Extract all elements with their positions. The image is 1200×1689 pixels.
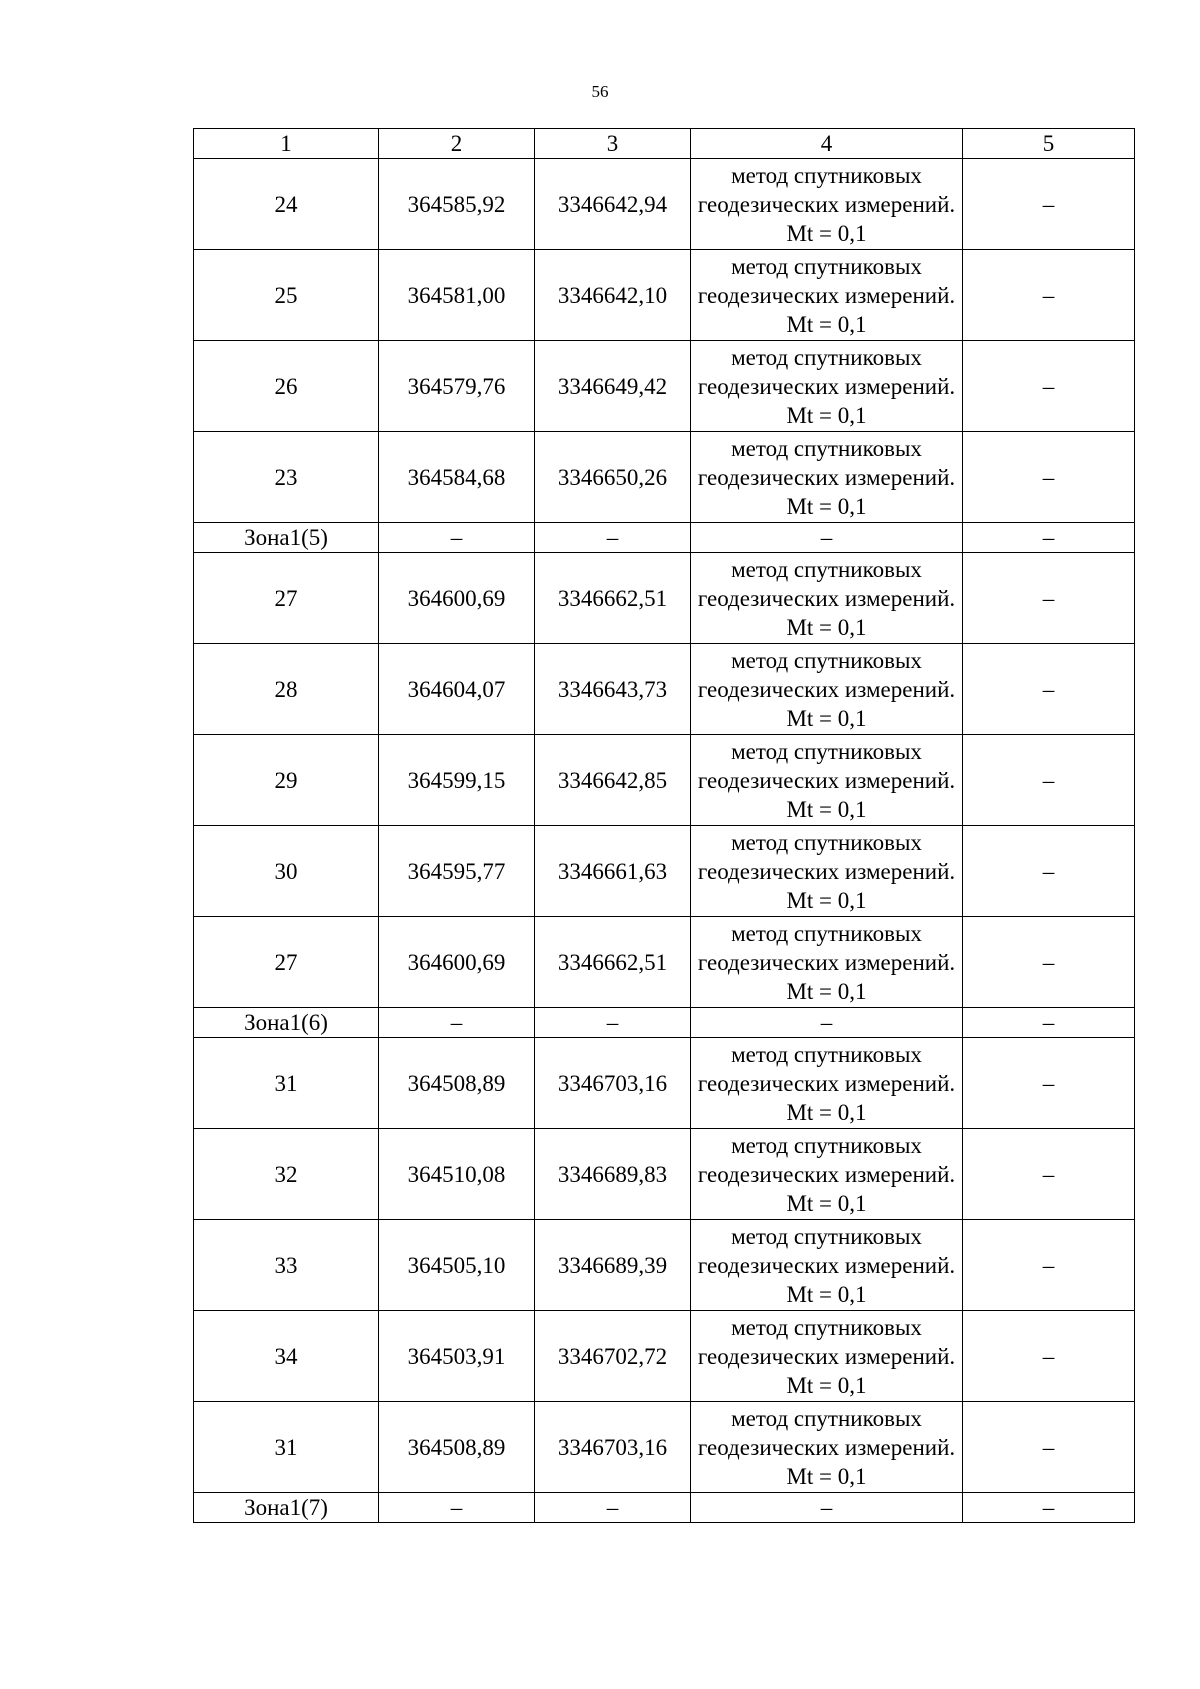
x-coordinate-cell: 364585,92 [379, 159, 535, 250]
table-row [194, 1129, 1135, 1220]
method-cell: – [691, 523, 963, 553]
point-id-cell: Зона1(7) [194, 1493, 379, 1523]
x-coordinate-cell: – [379, 1008, 535, 1038]
point-id-cell: 27 [194, 553, 379, 644]
note-cell: – [963, 735, 1135, 826]
method-cell: – [691, 1493, 963, 1523]
y-coordinate-cell: 3346650,26 [535, 432, 691, 523]
y-coordinate-cell: 3346703,16 [535, 1402, 691, 1493]
y-coordinate-cell: 3346703,16 [535, 1038, 691, 1129]
y-coordinate-cell: – [535, 523, 691, 553]
method-cell [691, 553, 963, 644]
point-id-cell: 25 [194, 250, 379, 341]
method-text: метод спутниковых геодезических измерений. Mt = 0,1 [697, 920, 956, 1004]
method-text: метод спутниковых геодезических измерений. Mt = 0,1 [697, 738, 956, 822]
method-cell [691, 644, 963, 735]
note-cell: – [963, 917, 1135, 1008]
method-text: метод спутниковых геодезических измерений. Mt = 0,1 [697, 435, 956, 519]
x-coordinate-cell: 364503,91 [379, 1311, 535, 1402]
method-text: метод спутниковых геодезических измерений. Mt = 0,1 [697, 1041, 956, 1125]
note-cell: – [963, 1129, 1135, 1220]
table-body [194, 159, 1135, 1523]
point-id-cell: 31 [194, 1038, 379, 1129]
column-header: 5 [963, 129, 1135, 159]
table-row [194, 159, 1135, 250]
x-coordinate-cell: 364599,15 [379, 735, 535, 826]
note-cell: – [963, 644, 1135, 735]
point-id-cell: 31 [194, 1402, 379, 1493]
method-cell [691, 917, 963, 1008]
method-cell [691, 432, 963, 523]
point-id-cell: Зона1(5) [194, 523, 379, 553]
y-coordinate-cell: 3346643,73 [535, 644, 691, 735]
y-coordinate-cell: – [535, 1008, 691, 1038]
y-coordinate-cell: 3346689,83 [535, 1129, 691, 1220]
column-header: 4 [691, 129, 963, 159]
method-text: метод спутниковых геодезических измерений. Mt = 0,1 [697, 556, 956, 640]
x-coordinate-cell: 364604,07 [379, 644, 535, 735]
note-cell: – [963, 432, 1135, 523]
method-cell [691, 735, 963, 826]
method-text: метод спутниковых геодезических измерений. Mt = 0,1 [697, 253, 956, 337]
x-coordinate-cell: 364584,68 [379, 432, 535, 523]
point-id-cell: 30 [194, 826, 379, 917]
note-cell: – [963, 1220, 1135, 1311]
note-cell: – [963, 341, 1135, 432]
method-text: метод спутниковых геодезических измерений. Mt = 0,1 [697, 647, 956, 731]
method-cell [691, 250, 963, 341]
x-coordinate-cell: – [379, 1493, 535, 1523]
method-cell [691, 1402, 963, 1493]
column-header: 2 [379, 129, 535, 159]
y-coordinate-cell: 3346642,10 [535, 250, 691, 341]
note-cell: – [963, 250, 1135, 341]
method-cell: – [691, 1008, 963, 1038]
method-cell [691, 159, 963, 250]
note-cell: – [963, 159, 1135, 250]
note-cell: – [963, 1038, 1135, 1129]
method-text: метод спутниковых геодезических измерений. Mt = 0,1 [697, 1314, 956, 1398]
table-row [194, 1311, 1135, 1402]
x-coordinate-cell: 364508,89 [379, 1402, 535, 1493]
table-header-row [194, 129, 1135, 159]
x-coordinate-cell: 364595,77 [379, 826, 535, 917]
note-cell: – [963, 1493, 1135, 1523]
zone-row [194, 523, 1135, 553]
point-id-cell: 29 [194, 735, 379, 826]
y-coordinate-cell: 3346649,42 [535, 341, 691, 432]
x-coordinate-cell: 364600,69 [379, 917, 535, 1008]
x-coordinate-cell: 364579,76 [379, 341, 535, 432]
y-coordinate-cell: 3346662,51 [535, 553, 691, 644]
coordinates-table [193, 128, 1135, 1523]
y-coordinate-cell: – [535, 1493, 691, 1523]
method-cell [691, 1038, 963, 1129]
point-id-cell: 34 [194, 1311, 379, 1402]
method-cell [691, 826, 963, 917]
table-row [194, 432, 1135, 523]
point-id-cell: 27 [194, 917, 379, 1008]
x-coordinate-cell: 364508,89 [379, 1038, 535, 1129]
y-coordinate-cell: 3346661,63 [535, 826, 691, 917]
y-coordinate-cell: 3346642,85 [535, 735, 691, 826]
note-cell: – [963, 1311, 1135, 1402]
point-id-cell: Зона1(6) [194, 1008, 379, 1038]
point-id-cell: 28 [194, 644, 379, 735]
x-coordinate-cell: 364581,00 [379, 250, 535, 341]
method-cell [691, 1220, 963, 1311]
y-coordinate-cell: 3346642,94 [535, 159, 691, 250]
method-text: метод спутниковых геодезических измерений. Mt = 0,1 [697, 1223, 956, 1307]
column-header: 1 [194, 129, 379, 159]
point-id-cell: 33 [194, 1220, 379, 1311]
point-id-cell: 23 [194, 432, 379, 523]
note-cell: – [963, 826, 1135, 917]
y-coordinate-cell: 3346662,51 [535, 917, 691, 1008]
point-id-cell: 24 [194, 159, 379, 250]
zone-row [194, 1008, 1135, 1038]
method-cell [691, 1311, 963, 1402]
y-coordinate-cell: 3346702,72 [535, 1311, 691, 1402]
method-cell [691, 341, 963, 432]
point-id-cell: 32 [194, 1129, 379, 1220]
table-row [194, 1402, 1135, 1493]
y-coordinate-cell: 3346689,39 [535, 1220, 691, 1311]
method-cell [691, 1129, 963, 1220]
page-number: 56 [591, 82, 609, 101]
method-text: метод спутниковых геодезических измерений. Mt = 0,1 [697, 1132, 956, 1216]
x-coordinate-cell: 364600,69 [379, 553, 535, 644]
point-id-cell: 26 [194, 341, 379, 432]
table-row [194, 644, 1135, 735]
table-row [194, 917, 1135, 1008]
x-coordinate-cell: 364510,08 [379, 1129, 535, 1220]
method-text: метод спутниковых геодезических измерений. Mt = 0,1 [697, 344, 956, 428]
method-text: метод спутниковых геодезических измерений. Mt = 0,1 [697, 829, 956, 913]
note-cell: – [963, 1008, 1135, 1038]
note-cell: – [963, 523, 1135, 553]
x-coordinate-cell: – [379, 523, 535, 553]
note-cell: – [963, 1402, 1135, 1493]
table-row [194, 735, 1135, 826]
table-row [194, 553, 1135, 644]
zone-row [194, 1493, 1135, 1523]
table-row [194, 826, 1135, 917]
table-row [194, 1038, 1135, 1129]
column-header: 3 [535, 129, 691, 159]
note-cell: – [963, 553, 1135, 644]
x-coordinate-cell: 364505,10 [379, 1220, 535, 1311]
method-text: метод спутниковых геодезических измерений. Mt = 0,1 [697, 162, 956, 246]
method-text: метод спутниковых геодезических измерений. Mt = 0,1 [697, 1405, 956, 1489]
table-row [194, 250, 1135, 341]
table-row [194, 341, 1135, 432]
table-row [194, 1220, 1135, 1311]
